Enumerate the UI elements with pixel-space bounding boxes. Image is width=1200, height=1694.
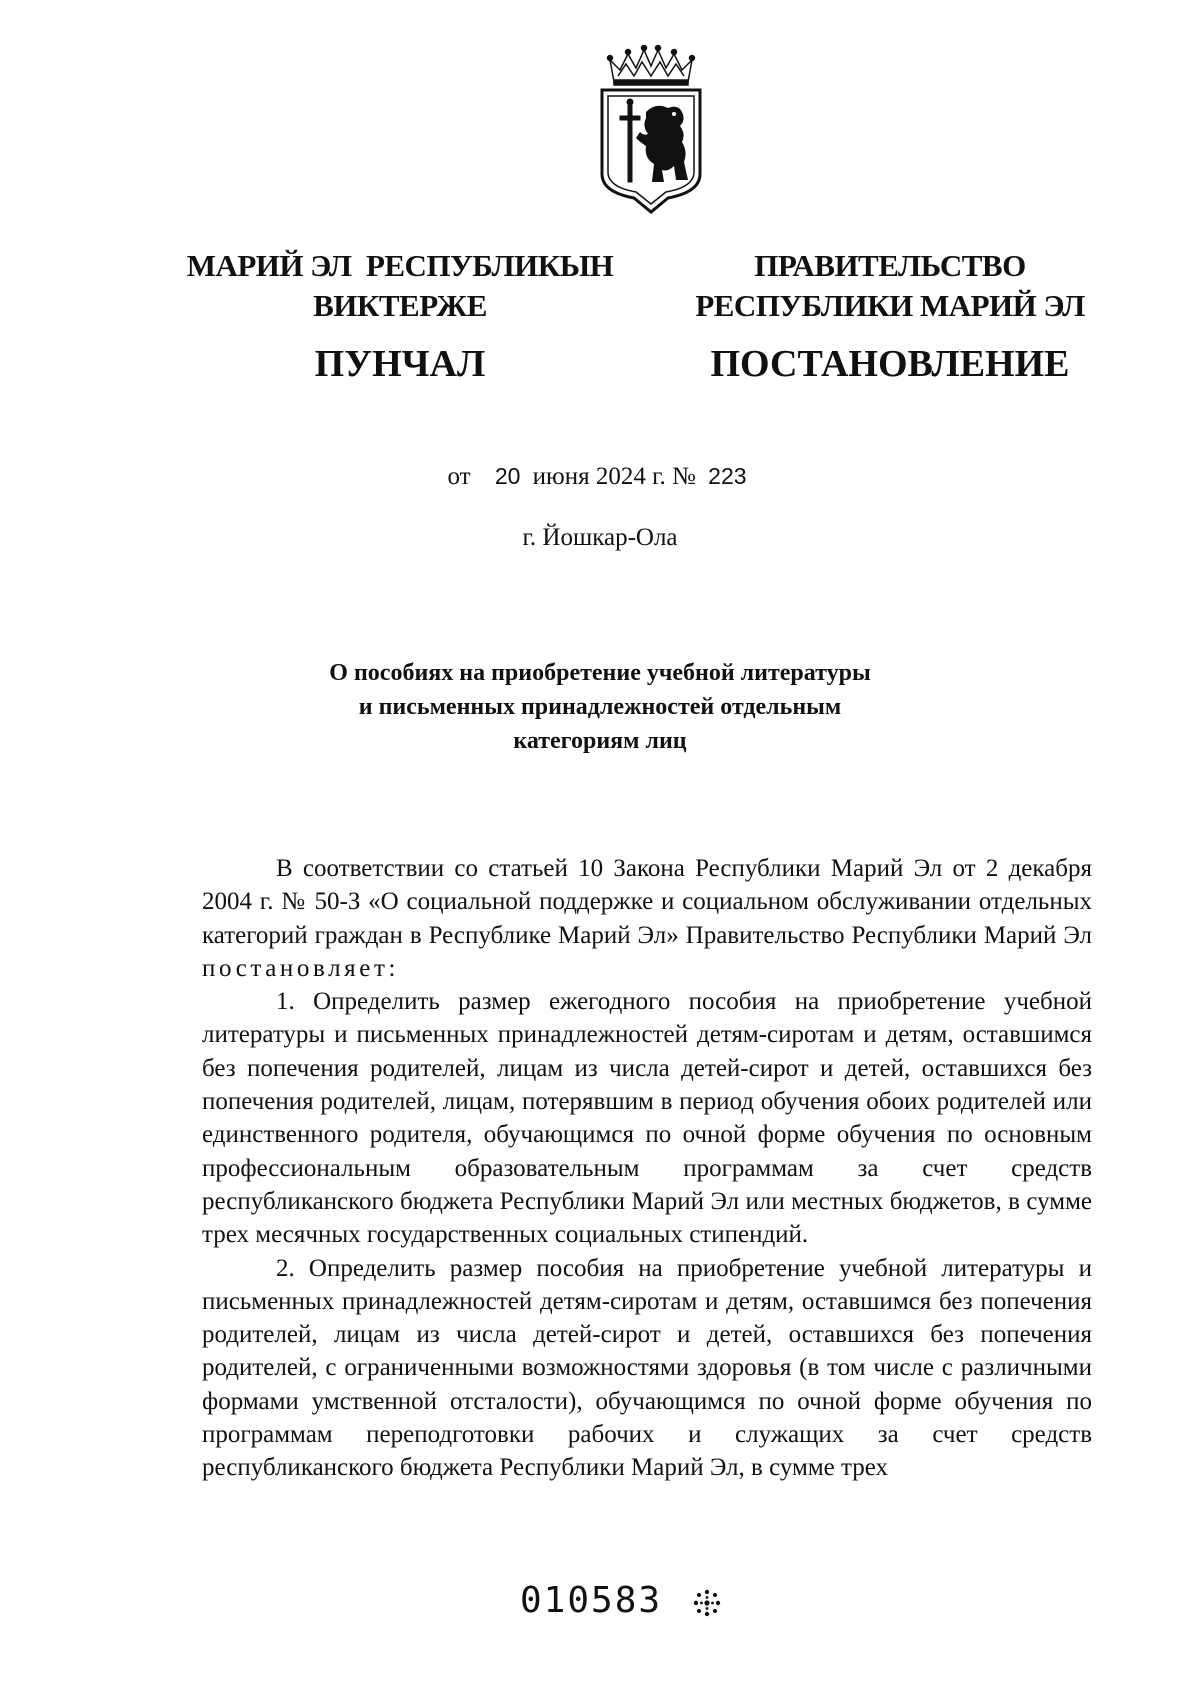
preamble-action: постановляет: <box>202 954 400 982</box>
title-line1: О пособиях на приобретение учебной литературы <box>329 660 871 686</box>
header-right-doc-type: ПОСТАНОВЛЕНИЕ <box>710 343 1070 385</box>
preamble-paragraph <box>202 852 1092 985</box>
header-right-line2: РЕСПУБЛИКИ МАРИЙ ЭЛ <box>695 288 1085 323</box>
date-day: 20 <box>494 463 521 489</box>
document-city: г. Йошкар-Ола <box>522 524 678 551</box>
form-serial-number: 010583 <box>520 1580 663 1621</box>
header-mari-block <box>170 246 630 388</box>
document-number: 223 <box>708 463 747 489</box>
preamble-text: В соответствии со статьей 10 Закона Республики Марий Эл от 2 декабря 2004 г. № 50-З «О социальной поддержке и социальном обслуживании отдельных категорий граждан в Республике Марий Эл» Правительство Республики Марий Эл <box>202 855 1092 949</box>
document-date-line <box>0 460 1200 493</box>
header-left-doc-type: ПУНЧАЛ <box>314 343 486 385</box>
document-body <box>202 852 1092 1485</box>
header-left-line2: ВИКТЕРЖЕ <box>313 288 487 323</box>
asterisk-dots-mark-icon <box>692 1588 722 1618</box>
item-2-paragraph: 2. Определить размер пособия на приобретение учебной литературы и письменных принадлежностей детям-сиротам и детям, оставшимся без попечения родителей, лицам из числа детей-сирот и детей, оставшихся без попечения родителей, с ограниченными возможностями здоровья (в том числе с различными формами умственной отсталости), обучающимся по очной форме обучения по программам переподготовки рабочих и служащих за счет средств республиканского бюджета Республики Марий Эл, в сумме трех <box>202 1254 1092 1482</box>
coat-of-arms-icon <box>596 42 706 214</box>
date-prefix: от <box>447 463 471 490</box>
header-left-line1: МАРИЙ ЭЛ РЕСПУБЛИКЫН <box>186 248 614 283</box>
header-russian-block <box>680 246 1100 388</box>
title-line3: категориям лиц <box>513 728 687 754</box>
header-right-line1: ПРАВИТЕЛЬСТВО <box>754 248 1026 283</box>
item-1-paragraph: 1. Определить размер ежегодного пособия на приобретение учебной литературы и письменных принадлежностей детям-сиротам и детям, оставшимся без попечения родителей, лицам из числа детей-сирот и детей, оставшихся без попечения родителей, лицам, потерявшим в период обучения обоих родителей или единственного родителя, обучающимся по очной форме обучения по основным профессиональным образовательным программам за счет средств республиканского бюджета Республики Марий Эл или местных бюджетов, в сумме трех месячных государственных социальных стипендий. <box>202 988 1092 1249</box>
title-line2: и письменных принадлежностей отдельным <box>358 694 842 720</box>
document-title <box>240 656 960 758</box>
date-month-year: июня 2024 г. № <box>532 463 696 490</box>
